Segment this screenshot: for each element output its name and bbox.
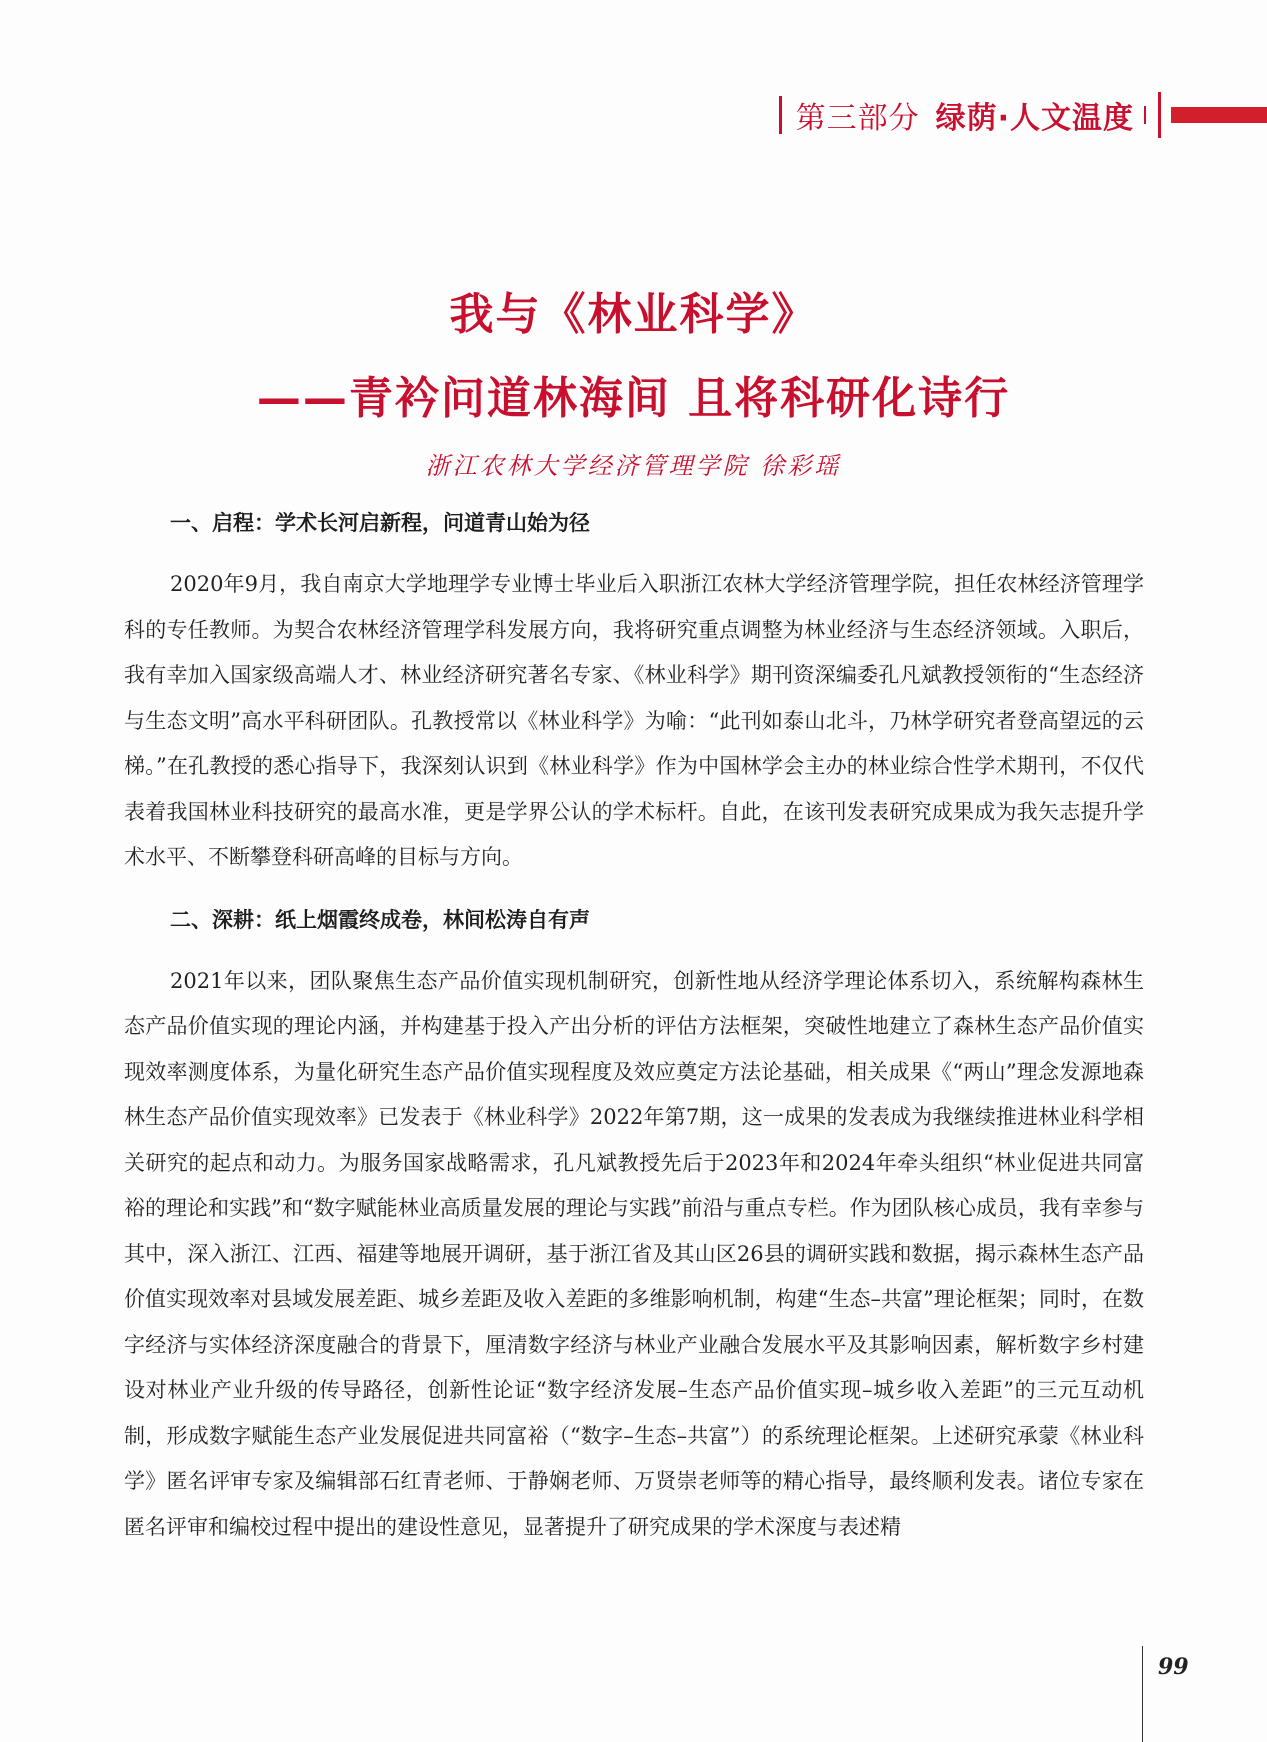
section-paragraph: 2021年以来，团队聚焦生态产品价值实现机制研究，创新性地从经济学理论体系切入，系统解构森林生态产品价值实现的理论内涵，并构建基于投入产出分析的评估方法框架，突破性地建立了森林生态产品价值实现效率测度体系，为量化研究生态产品价值实现程度及效应奠定方法论基础，相关成果《“两山”理念发源地森林生态产品价值实现效率》已发表于《林业科学》2022年第7期，这一成果的发表成为我继续推进林业科学相关研究的起点和动力。为服务国家战略需求，孔凡斌教授先后于2023年和2024年牵头组织“林业促进共同富裕的理论和实践”和“数字赋能林业高质量发展的理论与实践”前沿与重点专栏。作为团队核心成员，我有幸参与其中，深入浙江、江西、福建等地展开调研，基于浙江省及其山区26县的调研实践和数据，揭示森林生态产品价值实现效率对县域发展差距、城乡差距及收入差距的多维影响机制，构建“生态–共富”理论框架；同时，在数字经济与实体经济深度融合的背景下，厘清数字经济与林业产业融合发展水平及其影响因素，解析数字乡村建设对林业产业升级的传导路径，创新性论证“数字经济发展–生态产品价值实现–城乡收入差距”的三元互动机制，形成数字赋能生态产业发展促进共同富裕（“数字–生态–共富”）的系统理论框架。上述研究承蒙《林业科学》匿名评审专家及编辑部石红青老师、于静娴老师、万贤崇老师等的精心指导，最终顺利发表。诸位专家在匿名评审和编校过程中提出的建设性意见，显著提升了研究成果的学术深度与表述精 xyxy=(124,968,1144,1539)
page-number: 99 xyxy=(1158,1654,1189,1680)
author-byline: 浙江农林大学经济管理学院 徐彩瑶 xyxy=(425,452,842,480)
section-label: 绿荫·人文温度 xyxy=(935,101,1134,136)
article-body xyxy=(124,506,1144,1572)
header-divider-right xyxy=(1158,92,1161,138)
running-header xyxy=(779,92,1267,138)
section-paragraph: 2020年9月，我自南京大学地理学专业博士毕业后入职浙江农林大学经济管理学院，担任农林经济管理学科的专任教师。为契合农林经济管理学科发展方向，我将研究重点调整为林业经济与生态经济领域。入职后，我有幸加入国家级高端人才、林业经济研究著名专家、《林业科学》期刊资深编委孔凡斌教授领衔的“生态经济与生态文明”高水平科研团队。孔教授常以《林业科学》为喻：“此刊如泰山北斗，乃林学研究者登高望远的云梯。”在孔教授的悉心指导下，我深刻认识到《林业科学》作为中国林学会主办的林业综合性学术期刊，不仅代表着我国林业科技研究的最高水准，更是学界公认的学术标杆。自此，在该刊发表研究成果成为我矢志提升学术水平、不断攀登科研高峰的目标与方向。 xyxy=(124,572,1144,869)
footer-rule xyxy=(1142,1646,1143,1742)
section-heading: 二、深耕：纸上烟霞终成卷，林间松涛自有声 xyxy=(170,907,590,932)
header-divider-left xyxy=(779,96,782,134)
header-ribbon xyxy=(1171,107,1267,123)
header-tick xyxy=(1144,106,1146,124)
article-subtitle: ——青衿问道林海间 且将科研化诗行 xyxy=(256,373,1011,424)
part-label: 第三部分 xyxy=(795,101,920,136)
section-heading: 一、启程：学术长河启新程，问道青山始为径 xyxy=(170,511,590,535)
article-title: 我与《林业科学》 xyxy=(449,289,818,340)
